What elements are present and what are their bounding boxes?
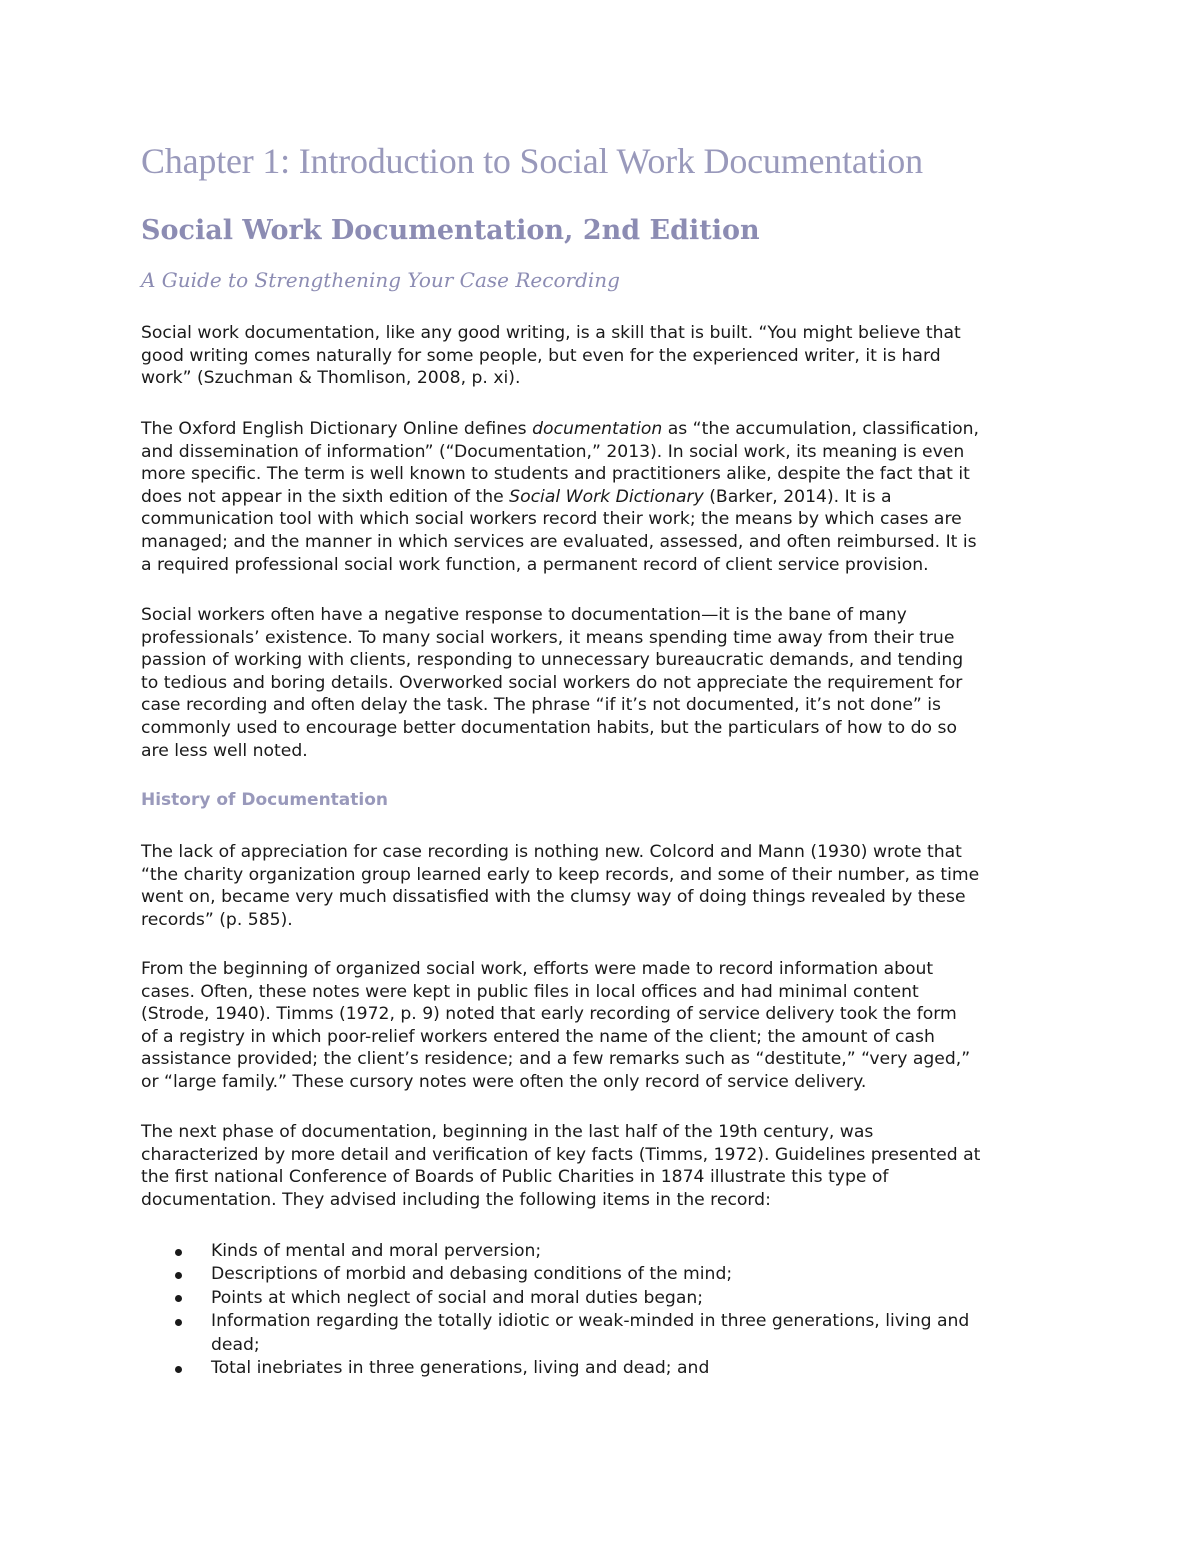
text-line: good writing comes naturally for some people, but even for the experienced writer, it is hard [141,345,941,366]
text-line: cases. Often, these notes were kept in public files in local offices and had minimal content [141,981,919,1002]
text-line: went on, became very much dissatisfied with the clumsy way of doing things revealed by these [141,887,966,908]
paragraph-lack-of-appreciation [141,841,1071,931]
text-line: case recording and often delay the task. The phrase “if it’s not documented, it’s not done” is [141,695,942,716]
text-line: are less well noted. [141,740,308,761]
paragraph-intro [141,322,1071,390]
text-line: the first national Conference of Boards of Public Charities in 1874 illustrate this type of [141,1167,889,1188]
text-line: “the charity organization group learned early to keep records, and some of their number, as time [141,864,980,885]
chapter-title: Chapter 1: Introduction to Social Work Documentation [141,141,923,181]
text-line: to tedious and boring details. Overworked social workers do not appreciate the requirement for [141,672,963,693]
text-line: a required professional social work function, a permanent record of client service provision. [141,554,929,575]
list-item: Descriptions of morbid and debasing conditions of the mind; [141,1263,1071,1286]
section-heading-history: History of Documentation [141,790,389,810]
paragraph-negative-response [141,604,1071,762]
text-line: assistance provided; the client’s residence; and a few remarks such as “destitute,” “very aged,” [141,1049,971,1070]
text-line: commonly used to encourage better documentation habits, but the particulars of how to do so [141,717,957,738]
text-line: characterized by more detail and verification of key facts (Timms, 1972). Guidelines presented at [141,1144,981,1165]
text-line: work” (Szuchman & Thomlison, 2008, p. xi). [141,368,521,389]
bullet-icon [175,1249,182,1256]
text-line: The lack of appreciation for case recording is nothing new. Colcord and Mann (1930) wrote that [141,842,962,862]
book-title: Social Work Documentation, 2nd Edition [141,215,760,246]
text-line: more specific. The term is well known to students and practitioners alike, despite the fact that it [141,464,970,485]
list-item: Points at which neglect of social and moral duties began; [141,1287,1071,1310]
paragraph-beginning [141,958,1071,1094]
bullet-icon [175,1366,182,1373]
text-line: communication tool with which social workers record their work; the means by which cases are [141,509,962,530]
bullet-icon [175,1272,182,1279]
text-line: managed; and the manner in which services are evaluated, assessed, and often reimbursed. It is [141,531,977,552]
text-line: professionals’ existence. To many social workers, it means spending time away from their true [141,627,955,648]
record-items-list [141,1240,1071,1380]
text-line: Social work documentation, like any good writing, is a skill that is built. “You might believe that [141,323,961,343]
emphasis-dictionary-title: Social Work Dictionary [509,486,704,507]
text-line: From the beginning of organized social work, efforts were made to record information about [141,959,934,979]
paragraph-next-phase [141,1121,1071,1211]
text-line: of a registry in which poor-relief workers entered the name of the client; the amount of cash [141,1026,935,1047]
text-line: documentation. They advised including the following items in the record: [141,1189,771,1210]
text-line: or “large family.” These cursory notes were often the only record of service delivery. [141,1071,867,1092]
paragraph-definition [141,418,1071,576]
list-item: Kinds of mental and moral perversion; [141,1240,1071,1263]
text-line: records” (p. 585). [141,909,293,930]
text-line: does not appear in the sixth edition of the Social Work Dictionary (Barker, 2014). It is a [141,486,892,507]
book-subtitle: A Guide to Strengthening Your Case Recording [141,268,620,292]
text-line: and dissemination of information” (“Documentation,” 2013). In social work, its meaning is even [141,441,965,462]
list-item: Total inebriates in three generations, living and dead; and [141,1357,1071,1380]
list-item: Information regarding the totally idiotic or weak-minded in three generations, living and dead; [141,1310,1071,1357]
emphasis-documentation: documentation [532,419,663,439]
text-line: (Strode, 1940). Timms (1972, p. 9) noted that early recording of service delivery took the form [141,1004,957,1025]
bullet-icon [175,1319,182,1326]
text-line: passion of working with clients, responding to unnecessary bureaucratic demands, and tending [141,650,964,671]
text-line: Social workers often have a negative response to documentation—it is the bane of many [141,605,907,625]
text-line: The Oxford English Dictionary Online defines documentation as “the accumulation, classification, [141,419,980,439]
bullet-icon [175,1295,182,1302]
text-line: The next phase of documentation, beginning in the last half of the 19th century, was [141,1122,874,1142]
